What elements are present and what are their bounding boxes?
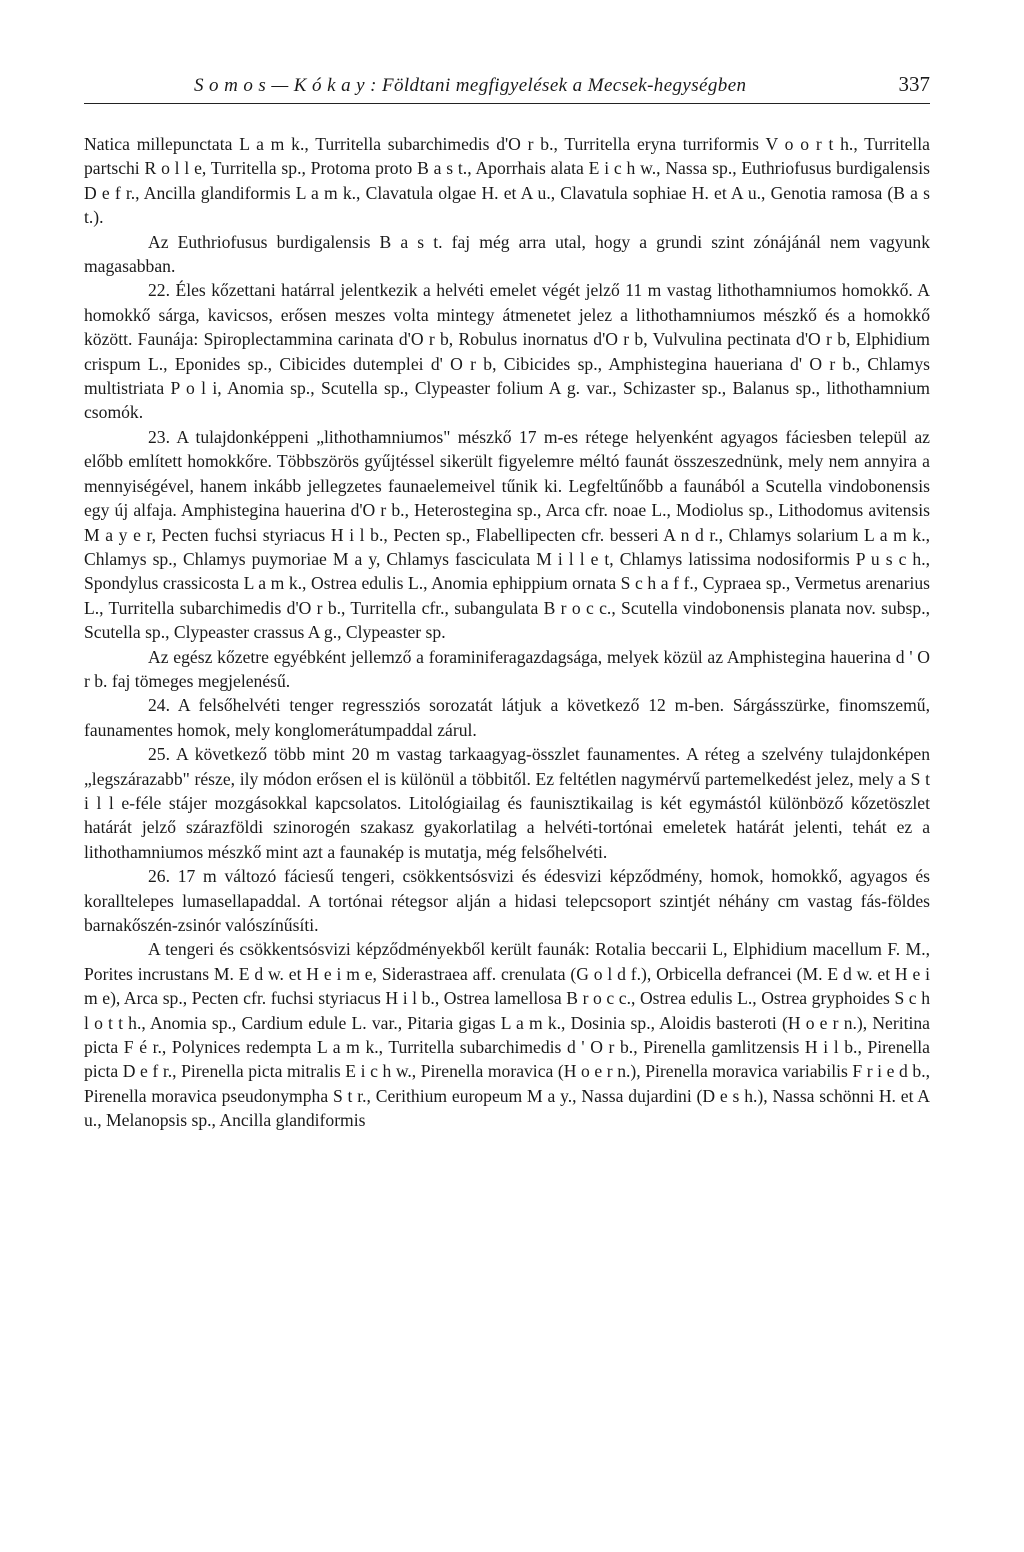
paragraph-26: 26. 17 m változó fáciesű tengeri, csökkentsósvizi és édesvizi képződmény, homok, homokkő, agyagos és koralltelepes lumasellapaddal. A tortónai rétegsor alján a hidasi telepcsoport szintjét néhány cm vastag fás-földes barnakőszén-zsinór valószínűsíti. xyxy=(84,866,930,935)
paragraph-marine-fauna: A tengeri és csökkentsósvizi képződményekből került faunák: Rotalia beccarii L, Elphidium macellum F. M., Porites incrustans M. E d w. et H e i m e, Siderastraea aff. crenulata (G o l d f.), Orbicella defrancei (M. E d w. et H e i m e), Arca sp., Pecten cfr. fuchsi styriacus H i l b., Ostrea lamellosa B r o c c., Ostrea edulis L., Ostrea gryphoides S c h l o t t h., Anomia sp., Cardium edule L. var., Pitaria gigas L a m k., Dosinia sp., Aloidis basteroti (H o e r n.), Neritina picta F é r., Polynices redempta L a m k., Turritella subarchimedis d ' O r b., Pirenella gamlitzensis H i l b., Pirenella picta D e f r., Pirenella picta mitralis E i c h w., Pirenella moravica (H o e r n.), Pirenella moravica variabilis F r i e d b., Pirenella moravica pseudonympha S t r., Cerithium europeum M a y., Nassa dujardini (D e s h.), Nassa schönni H. et A u., Melanopsis sp., Ancilla glandiformis xyxy=(84,939,930,1131)
running-title: S o m o s — K ó k a y : Földtani megfigyelések a Mecsek-hegységben xyxy=(194,75,747,96)
paragraph-23: 23. A tulajdonképpeni „lithothamniumos" mészkő 17 m-es rétege helyenként agyagos fáciesben települ az előbb említett homokkőre. Többszörös gyűjtéssel sikerült figyelemre méltó faunát összeszednünk, mely nem annyira a mennyiségével, hanem inkább jellegzetes faunaelemeivel tűnik ki. Legfeltűnőbb a faunából a Scutella vindobonensis egy új alfaja. Amphistegina hauerina d'O r b., Heterostegina sp., Arca cfr. noae L., Modiolus sp., Lithodomus avitensis M a y e r, Pecten fuchsi styriacus H i l b., Pecten sp., Flabellipecten cfr. besseri A n d r., Chlamys solarium L a m k., Chlamys sp., Chlamys puymoriae M a y, Chlamys fasciculata M i l l e t, Chlamys latissima nodosiformis P u s c h., Spondylus crassicosta L a m k., Ostrea edulis L., Anomia ephippium ornata S c h a f f., Cypraea sp., Vermetus arenarius L., Turritella subarchimedis d'O r b., Turritella cfr., subangulata B r o c c., Scutella vindobonensis planata nov. subsp., Scutella sp., Clypeaster crassus A g., Clypeaster sp. xyxy=(84,426,930,643)
document-page xyxy=(84,72,930,1133)
paragraph-22: 22. Éles kőzettani határral jelentkezik a helvéti emelet végét jelző 11 m vastag lithothamniumos homokkő. A homokkő sárga, kavicsos, erősen meszes volta mintegy átmenetet jelez a lithothamniumos mészkő és a homokkő között. Faunája: Spiroplectammina carinata d'O r b, Robulus inornatus d'O r b, Vulvulina pectinata d'O r b, Elphidium crispum L., Eponides sp., Cibicides dutemplei d' O r b, Cibicides sp., Amphistegina haueriana d' O r b., Chlamys multistriata P o l i, Anomia sp., Scutella sp., Clypeaster folium A g. var., Schizaster sp., Balanus sp., lithothamnium csomók. xyxy=(84,280,930,423)
paragraph-foraminifera: Az egész kőzetre egyébként jellemző a foraminiferagazdagsága, melyek közül az Amphistegina hauerina d ' O r b. faj tömeges megjelenésű. xyxy=(84,646,930,691)
page-number: 337 xyxy=(898,72,930,96)
paragraph-24: 24. A felsőhelvéti tenger regressziós sorozatát látjuk a következő 12 m-ben. Sárgásszürke, finomszemű, faunamentes homok, mely konglomerátumpaddal zárul. xyxy=(84,695,930,740)
running-header xyxy=(84,72,930,104)
body-text xyxy=(84,132,930,1133)
paragraph-25: 25. A következő több mint 20 m vastag tarkaagyag-összlet faunamentes. A réteg a szelvény tulajdonképen „legszárazabb" része, ily módon erősen el is különül a többitől. Ez feltétlen nagymérvű partemelkedést jelez, mely a S t i l l e-féle stájer mozgásokkal kapcsolatos. Litológiailag és faunisztikailag is két egymástól különböző kőzetöszlet határát jelző szárazföldi szinorogén szakasz gyakorlatilag a helvéti-tortónai emeletek határát jelenti, tehát ez a lithothamniumos mészkő mint azt a faunakép is mutatja, még felsőhelvéti. xyxy=(84,744,930,862)
paragraph-fauna-list-continued: Natica millepunctata L a m k., Turritella subarchimedis d'O r b., Turritella eryna turriformis V o o r t h., Turritella partschi R o l l e, Turritella sp., Protoma proto B a s t., Aporrhais alata E i c h w., Nassa sp., Euthriofusus burdigalensis D e f r., Ancilla glandiformis L a m k., Clavatula olgae H. et A u., Clavatula sophiae H. et A u., Genotia ramosa (B a s t.). xyxy=(84,134,930,228)
paragraph-burdigalensis-note: Az Euthriofusus burdigalensis B a s t. faj még arra utal, hogy a grundi szint zónájánál nem vagyunk magasabban. xyxy=(84,231,930,277)
